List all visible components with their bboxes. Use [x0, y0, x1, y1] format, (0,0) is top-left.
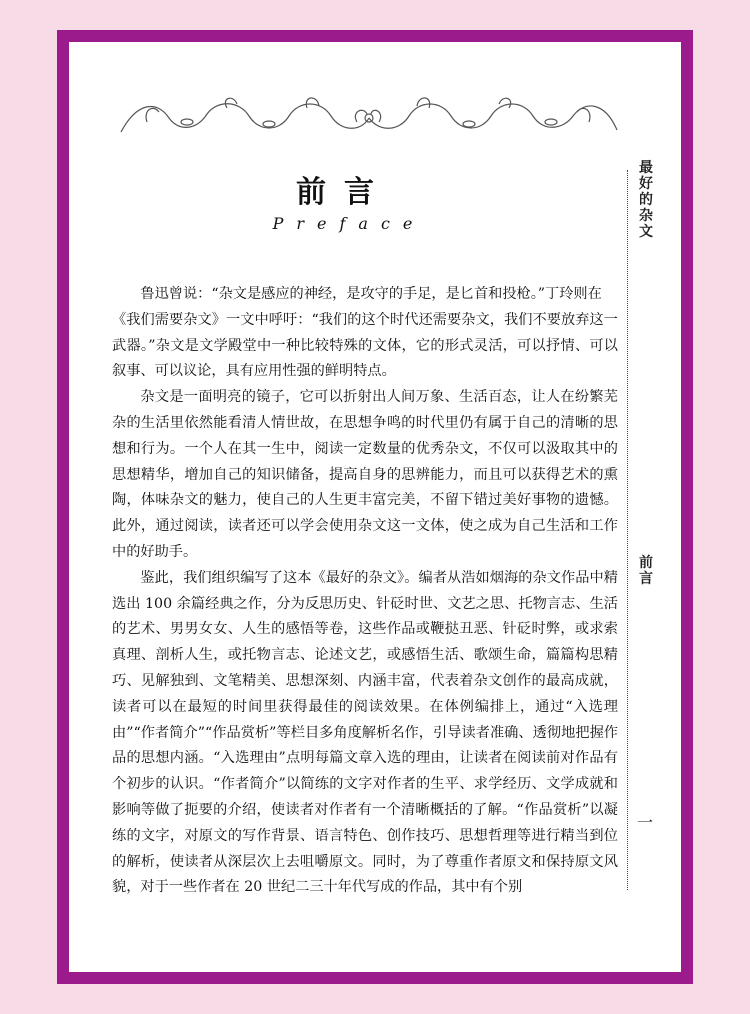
page-title: 前言 [296, 175, 392, 210]
page-number: 一 [636, 813, 653, 832]
paragraph: 《我们需要杂文》一文中呼吁：“我们的这个时代还需要杂文，我们不要放弃这一武器。”杂文是文学殿堂中一种比较特殊的文体，它的形式灵活，可以抒情、可以叙事、可以议论，具有应用性强的鲜明特点。 [112, 311, 618, 380]
paragraph: 鉴此，我们组织编写了这本《最好的杂文》。编者从浩如烟海的杂文作品中精选出 100 余篇经典之作，分为反思历史、针砭时世、文艺之思、托物言志、生活的艺术、男男女女、人生的感悟等卷，这些作品或鞭挞丑恶、针砭时弊，或求索真理、剖析人生，或托物言志、论述文艺，或感悟生活、歌颂生命，篇篇构思精巧、见解独到、文笔精美、思想深刻、内涵丰富，代表着杂文创作的最高成就，读者可以在最短的时间里获得最佳的阅读效果。在体例编排上，通过“入选理由”“作者简介”“作品赏析”等栏目多角度解析名作，引导读者准确、透彻地把握作品的思想内涵。“入选理由”点明每篇文章入选的理由，让读者在阅读前对作品有个初步的认识。“作者简介”以简练的文字对作者的生平、求学经历、文学成就和影响等做了扼要的介绍，使读者对作者有一个清晰概括的了解。“作品赏析”以凝练的文字，对原文的写作背景、语言特色、创作技巧、思想哲理等进行精当到位的解析，使读者从深层次上去咀嚼原文。同时，为了尊重作者原文和保持原文风貌，对于一些作者在 20 世纪二三十年代写成的作品，其中有个别 [112, 569, 618, 896]
running-head-section: 前言 [639, 555, 653, 587]
paragraph: 杂文是一面明亮的镜子，它可以折射出人间万象、生活百态，让人在纷繁芜杂的生活里依然能看清人情世故，在思想争鸣的时代里仍有属于自己的清晰的思想和行为。一个人在其一生中，阅读一定数量的优秀杂文，不仅可以汲取其中的思想精华，增加自己的知识储备，提高自身的思辨能力，而且可以获得艺术的熏陶，体味杂文的魅力，使自己的人生更丰富完美，不留下错过美好事物的遗憾。此外，通过阅读，读者还可以学会使用杂文这一文体，使之成为自己生活和工作中的好助手。 [112, 389, 618, 560]
floral-ornament [117, 92, 621, 142]
page-subtitle: Preface [272, 214, 426, 233]
running-head-book-title: 最好的杂文 [639, 160, 653, 240]
body-text [112, 282, 618, 901]
book-page [69, 42, 681, 972]
dotted-divider [627, 170, 628, 890]
paragraph: 鲁迅曾说：“杂文是感应的神经，是攻守的手足，是匕首和投枪。”丁玲则在 [140, 286, 602, 302]
